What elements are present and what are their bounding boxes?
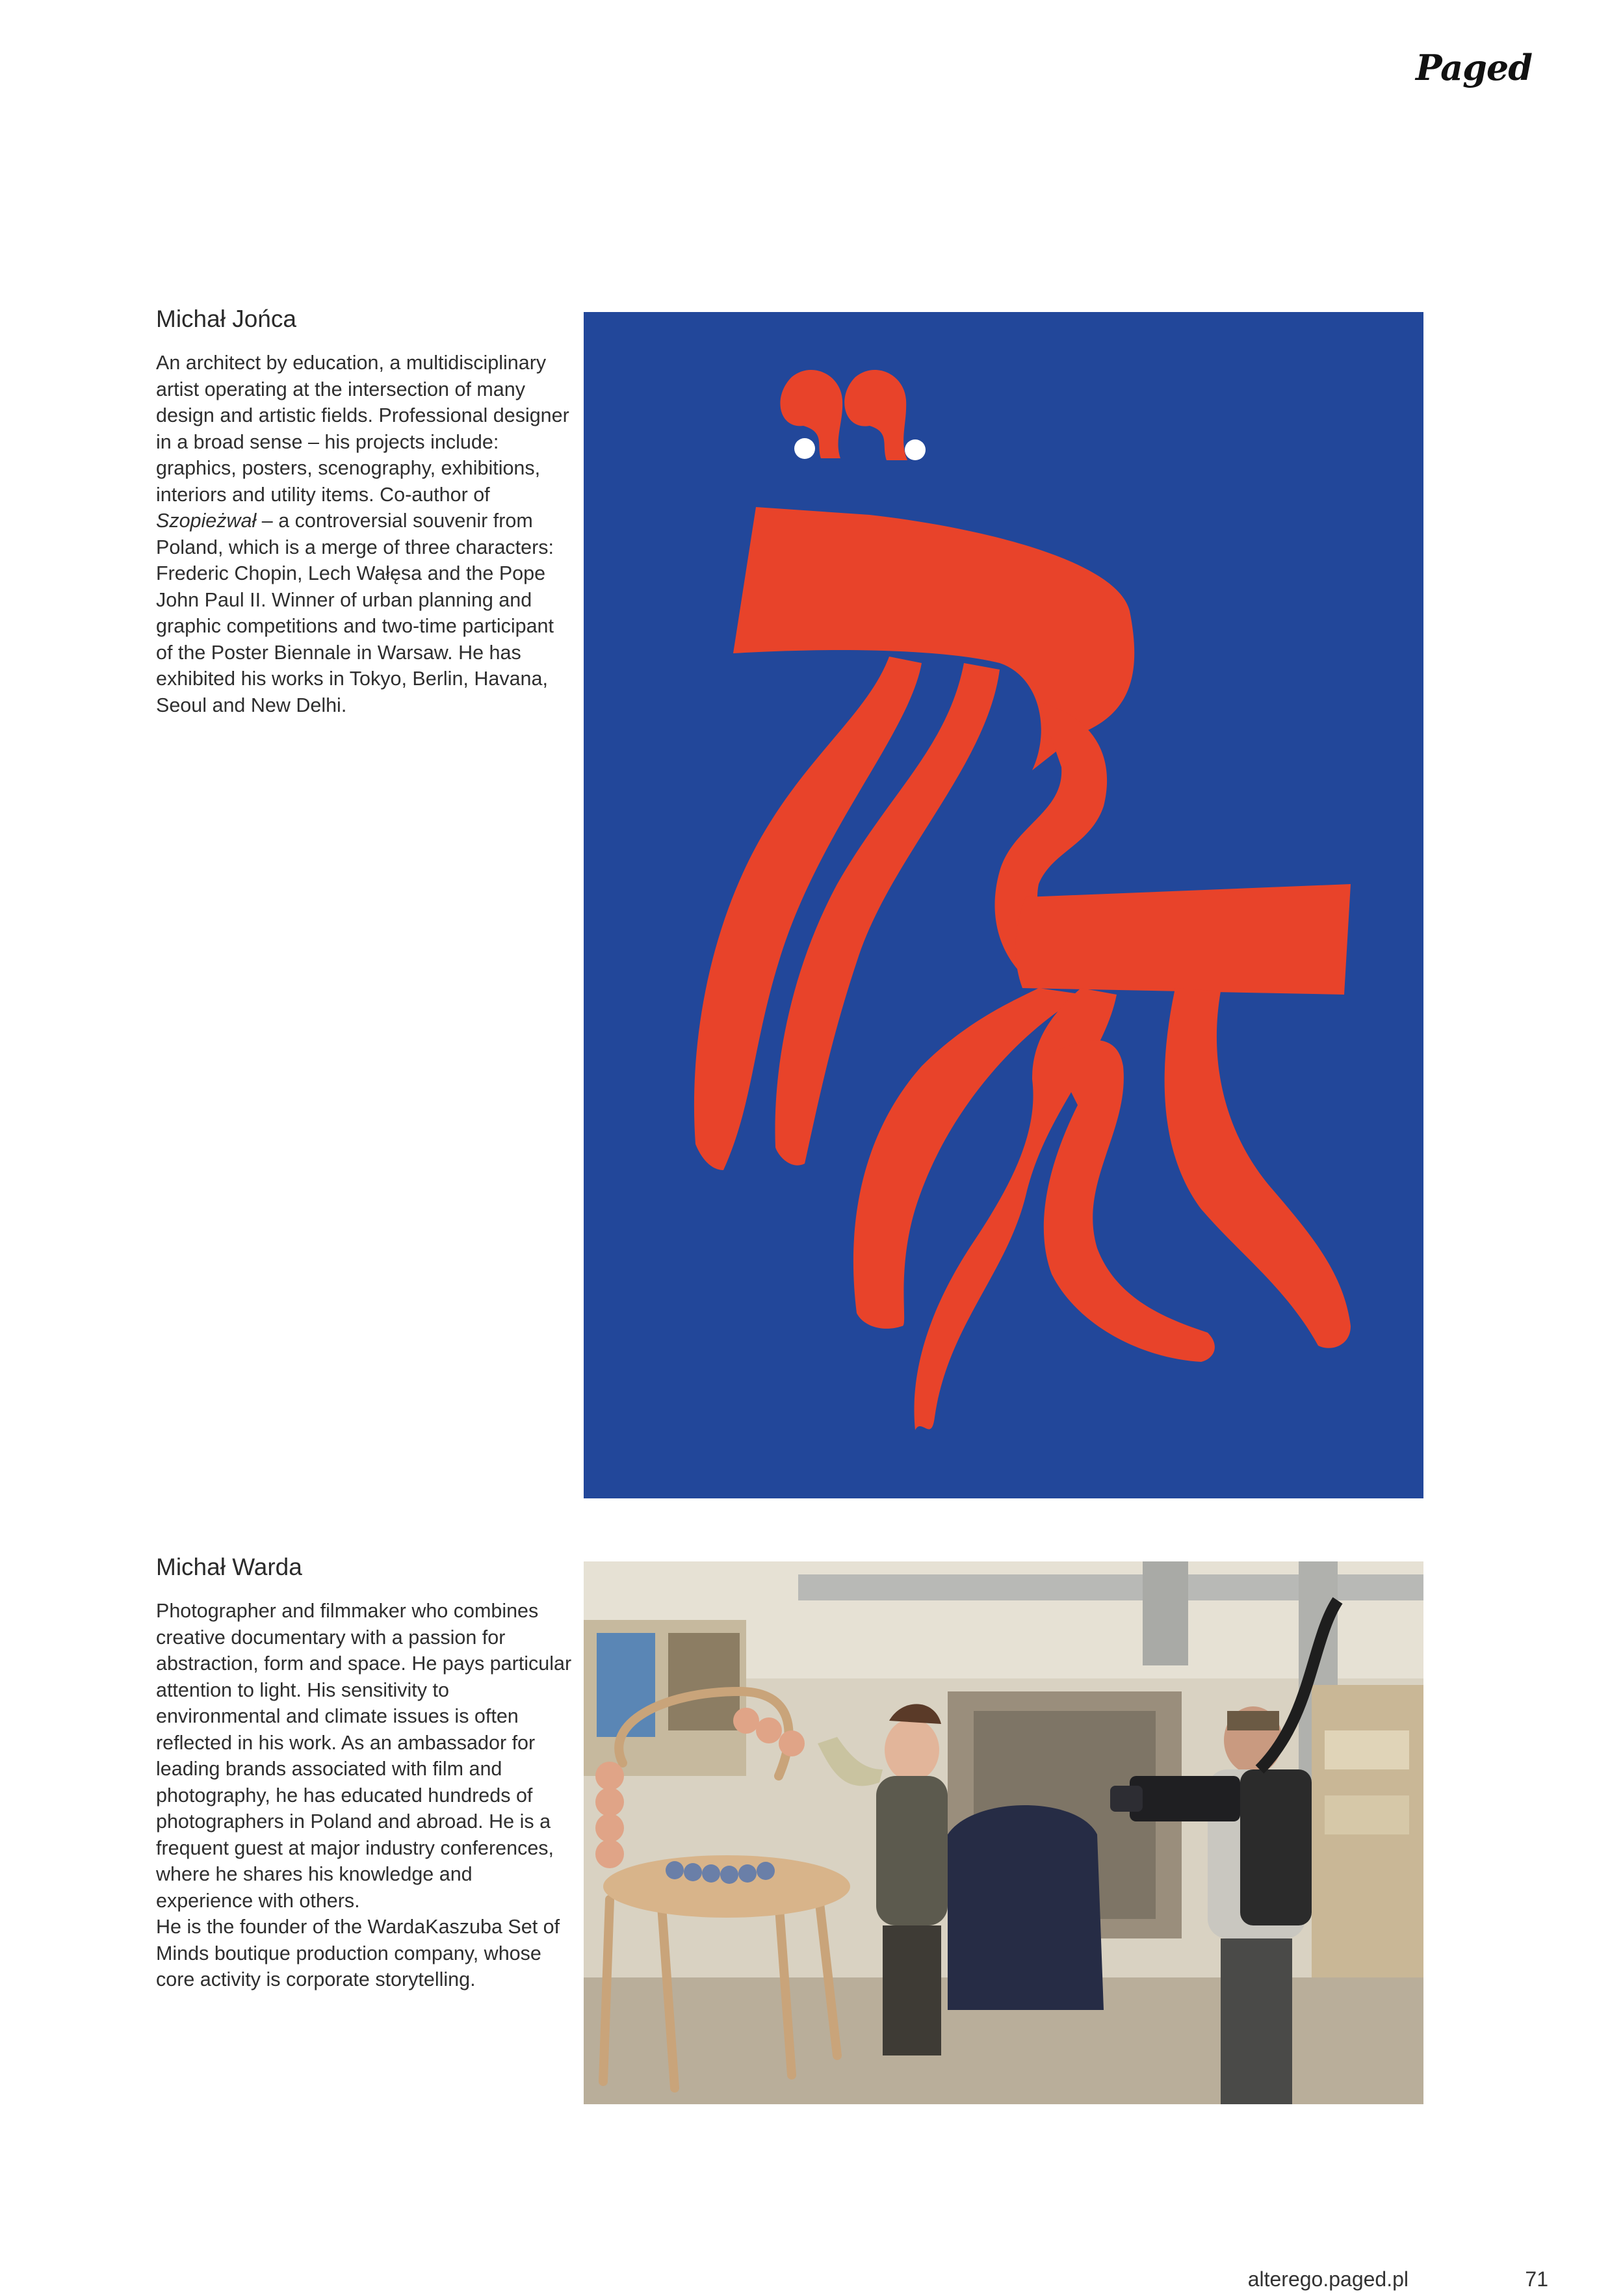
brand-logo: Paged — [1415, 47, 1532, 88]
artist-bio-warda — [156, 1598, 572, 1993]
artist-name-jonca: Michał Jońca — [156, 306, 296, 332]
bio-paragraph: He is the founder of the WardaKaszuba Set of Minds boutique production company, whose core activity is corporate storytelling. — [156, 1916, 560, 1990]
poster-figure — [584, 312, 1423, 1498]
studio-photo — [584, 1561, 1423, 2104]
work-title: Szopieżwał — [156, 510, 257, 532]
poster-artwork — [584, 312, 1423, 1498]
bio-text: – a controversial souvenir from Poland, which is a merge of three characters: Frederic Chopin, Lech Wałęsa and the Pope John Paul II. Winner of urban planning and graphic competitions and two-time participant of the Poster Biennale in Warsaw. He has exhibited his works in Tokyo, Berlin, Havana, Seoul and New Delhi. — [156, 510, 554, 716]
studio-scene — [584, 1561, 1423, 2104]
artist-bio-jonca — [156, 350, 572, 718]
bio-paragraph: Photographer and filmmaker who combines creative documentary with a passion for abstraction, form and space. He pays particular attention to light. His sensitivity to environmental and climate issues is often reflected in his work. As an ambassador for leading brands associated with film and photography, he has educated hundreds of photographers in Poland and abroad. He is a frequent guest at major industry conferences, where he shares his knowledge and experience with others. — [156, 1600, 572, 1912]
artist-name-warda: Michał Warda — [156, 1554, 302, 1580]
eye-right — [905, 439, 926, 460]
bio-text: An architect by education, a multidisciplinary artist operating at the intersection of many design and artistic fields. Professional designer in a broad sense – his projects include: graphics, posters, scenography, exhibitions, interiors and utility items. Co-author of — [156, 352, 569, 506]
eye-left — [794, 438, 815, 459]
page-number: 71 — [1525, 2267, 1548, 2291]
figure-shapes — [694, 370, 1351, 1430]
footer-url[interactable]: alterego.paged.pl — [1247, 2267, 1409, 2291]
